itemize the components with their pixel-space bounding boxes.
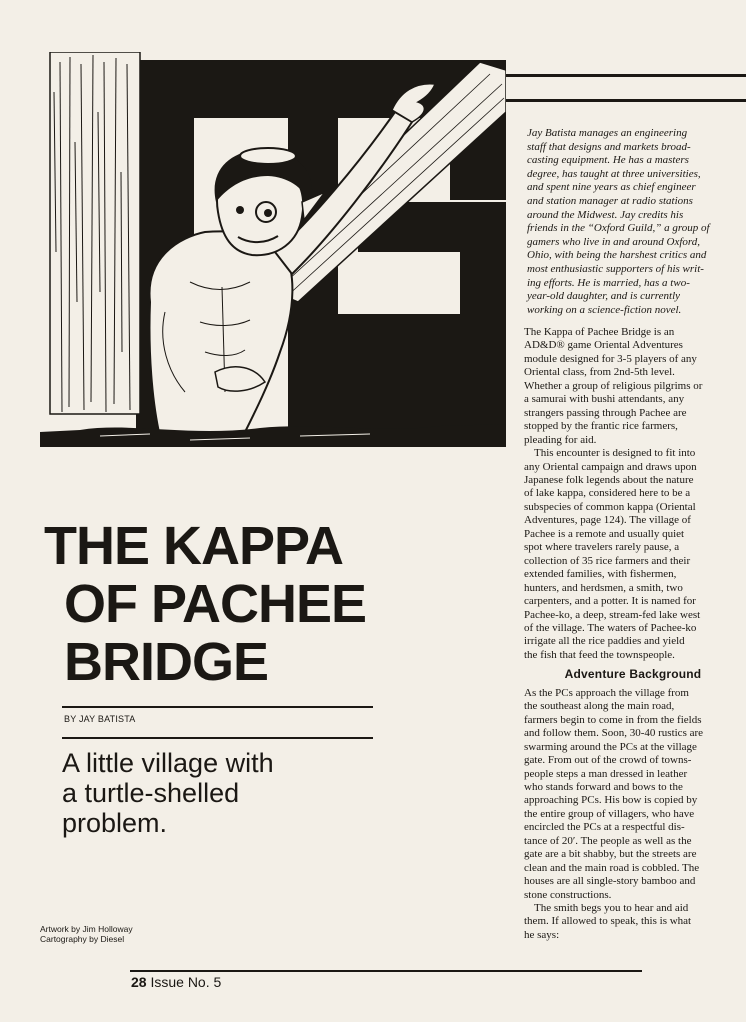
body-line: The Kappa of Pachee Bridge is an [524, 326, 675, 338]
kappa-illustration [40, 52, 506, 447]
page-number: 28 [131, 974, 147, 990]
body-line: subspecies of common kappa (Oriental [524, 500, 696, 513]
bio-line: and spent nine years as chief engineer [527, 181, 696, 194]
body-line: This encounter is designed to fit into [534, 447, 696, 460]
body-line: who stands forward and bows to the [524, 780, 683, 793]
body-line: people steps a man dressed in leather [524, 767, 688, 780]
body-line: them. If allowed to speak, this is what [524, 915, 692, 928]
bio-line: staff that designs and markets broad- [527, 140, 691, 153]
paragraph-intro [524, 326, 742, 447]
body-line: module designed for 3-5 players of any [524, 352, 697, 365]
body-line: swarming around the PCs at the village [524, 740, 697, 753]
paragraph-encounter [524, 447, 742, 662]
bio-line: and station manager at radio stations [527, 194, 693, 207]
body-line: Pachee is a remote and usually quiet [524, 527, 685, 540]
author-bio [527, 127, 741, 317]
body-line: Pachee-ko, a deep, stream-fed lake west [524, 608, 701, 621]
body-line: the entire group of villagers, who have [524, 807, 695, 820]
body-line: gate. From out of the crowd of towns- [524, 754, 692, 767]
title-line-1: THE KAPPA [44, 516, 344, 576]
issue-label: Issue No. 5 [150, 974, 222, 990]
artwork-credit: Artwork by Jim Holloway [40, 924, 133, 934]
body-line: the southeast along the main road, [524, 700, 675, 713]
bio-line: ing efforts. He is married, has a two- [527, 276, 690, 289]
paragraph-background [524, 687, 742, 902]
title-line-3: BRIDGE [64, 632, 269, 692]
body-line: As the PCs approach the village from [524, 686, 689, 699]
article-body [524, 326, 742, 942]
article-title [44, 517, 366, 691]
body-line: houses are all single-story bamboo and [524, 875, 696, 888]
bio-line: most enthusiastic supporters of his writ- [527, 262, 704, 275]
body-line: farmers begin to come in from the fields [524, 713, 702, 726]
body-line: carpenters, and a potter. It is named for [524, 595, 696, 608]
byline-rule-bottom [62, 737, 373, 739]
bio-line: gamers who live in and around Oxford, [527, 235, 701, 248]
tagline-line: a turtle-shelled [62, 778, 240, 808]
body-line: Whether a group of religious pilgrims or [524, 379, 703, 392]
body-line: stone constructions. [524, 888, 612, 901]
body-line: the fish that feed the townspeople. [524, 648, 675, 661]
section-heading: Adventure Background [564, 667, 702, 682]
column-rule-top [506, 74, 746, 77]
body-line: collection of 35 rice farmers and their [524, 554, 691, 567]
paragraph-smith [524, 902, 742, 942]
body-line: hunters, and herdsmen, a smith, two [524, 581, 683, 594]
body-line: approaching PCs. His bow is copied by [524, 794, 698, 807]
footer-rule [130, 970, 642, 972]
bio-line: working on a science-fiction novel. [527, 303, 682, 316]
body-line: he says: [524, 928, 560, 941]
body-line: any Oriental campaign and draws upon [524, 460, 697, 473]
body-line: strangers passing through Pachee are [524, 406, 687, 419]
body-line: of the village. The waters of Pachee-ko [524, 621, 697, 634]
body-line: clean and the main road is cobbled. The [524, 861, 700, 874]
byline: BY JAY BATISTA [64, 714, 136, 724]
body-line: The smith begs you to hear and aid [534, 902, 689, 915]
body-line: encircled the PCs at a respectful dis- [524, 821, 685, 834]
cartography-credit: Cartography by Diesel [40, 934, 125, 944]
bio-line: degree, has taught at three universities, [527, 167, 701, 180]
body-line: pleading for aid. [524, 433, 597, 446]
tagline [62, 748, 382, 838]
bio-line: Ohio, with being the harshest critics and [527, 249, 707, 262]
byline-rule-top [62, 706, 373, 708]
body-line: AD&D® game Oriental Adventures [524, 339, 683, 352]
page-folio [131, 974, 221, 990]
body-line: Oriental class, from 2nd-5th level. [524, 366, 675, 379]
body-line: a samurai with bushi attendants, any [524, 393, 685, 406]
column-rule-second [506, 99, 746, 102]
body-line: Japanese folk legends about the nature [524, 473, 694, 486]
body-line: of lake kappa, considered here to be a [524, 487, 691, 500]
body-line: irrigate all the rice paddies and yield [524, 635, 685, 648]
body-line: tance of 20′. The people as well as the [524, 834, 692, 847]
credits [40, 924, 133, 944]
title-line-2: OF PACHEE [64, 574, 367, 634]
bio-line: friends in the “Oxford Guild,” a group of [527, 222, 710, 235]
body-line: stopped by the frantic rice farmers, [524, 420, 678, 433]
bio-line: Jay Batista manages an engineering [527, 127, 688, 139]
tagline-line: A little village with [62, 748, 274, 778]
bio-line: casting equipment. He has a masters [527, 154, 689, 167]
bio-line: around the Midwest. Jay credits his [527, 208, 684, 221]
body-line: spot where travelers rarely pause, a [524, 541, 680, 554]
body-line: extended families, with fishermen, [524, 568, 677, 581]
body-line: gate are a bit shabby, but the streets are [524, 848, 697, 861]
body-line: Adventures, page 124). The village of [524, 514, 691, 527]
body-line: and follow them. Soon, 30-40 rustics are [524, 727, 704, 740]
bio-line: year-old daughter, and is currently [527, 290, 681, 303]
tagline-line: problem. [62, 808, 168, 838]
